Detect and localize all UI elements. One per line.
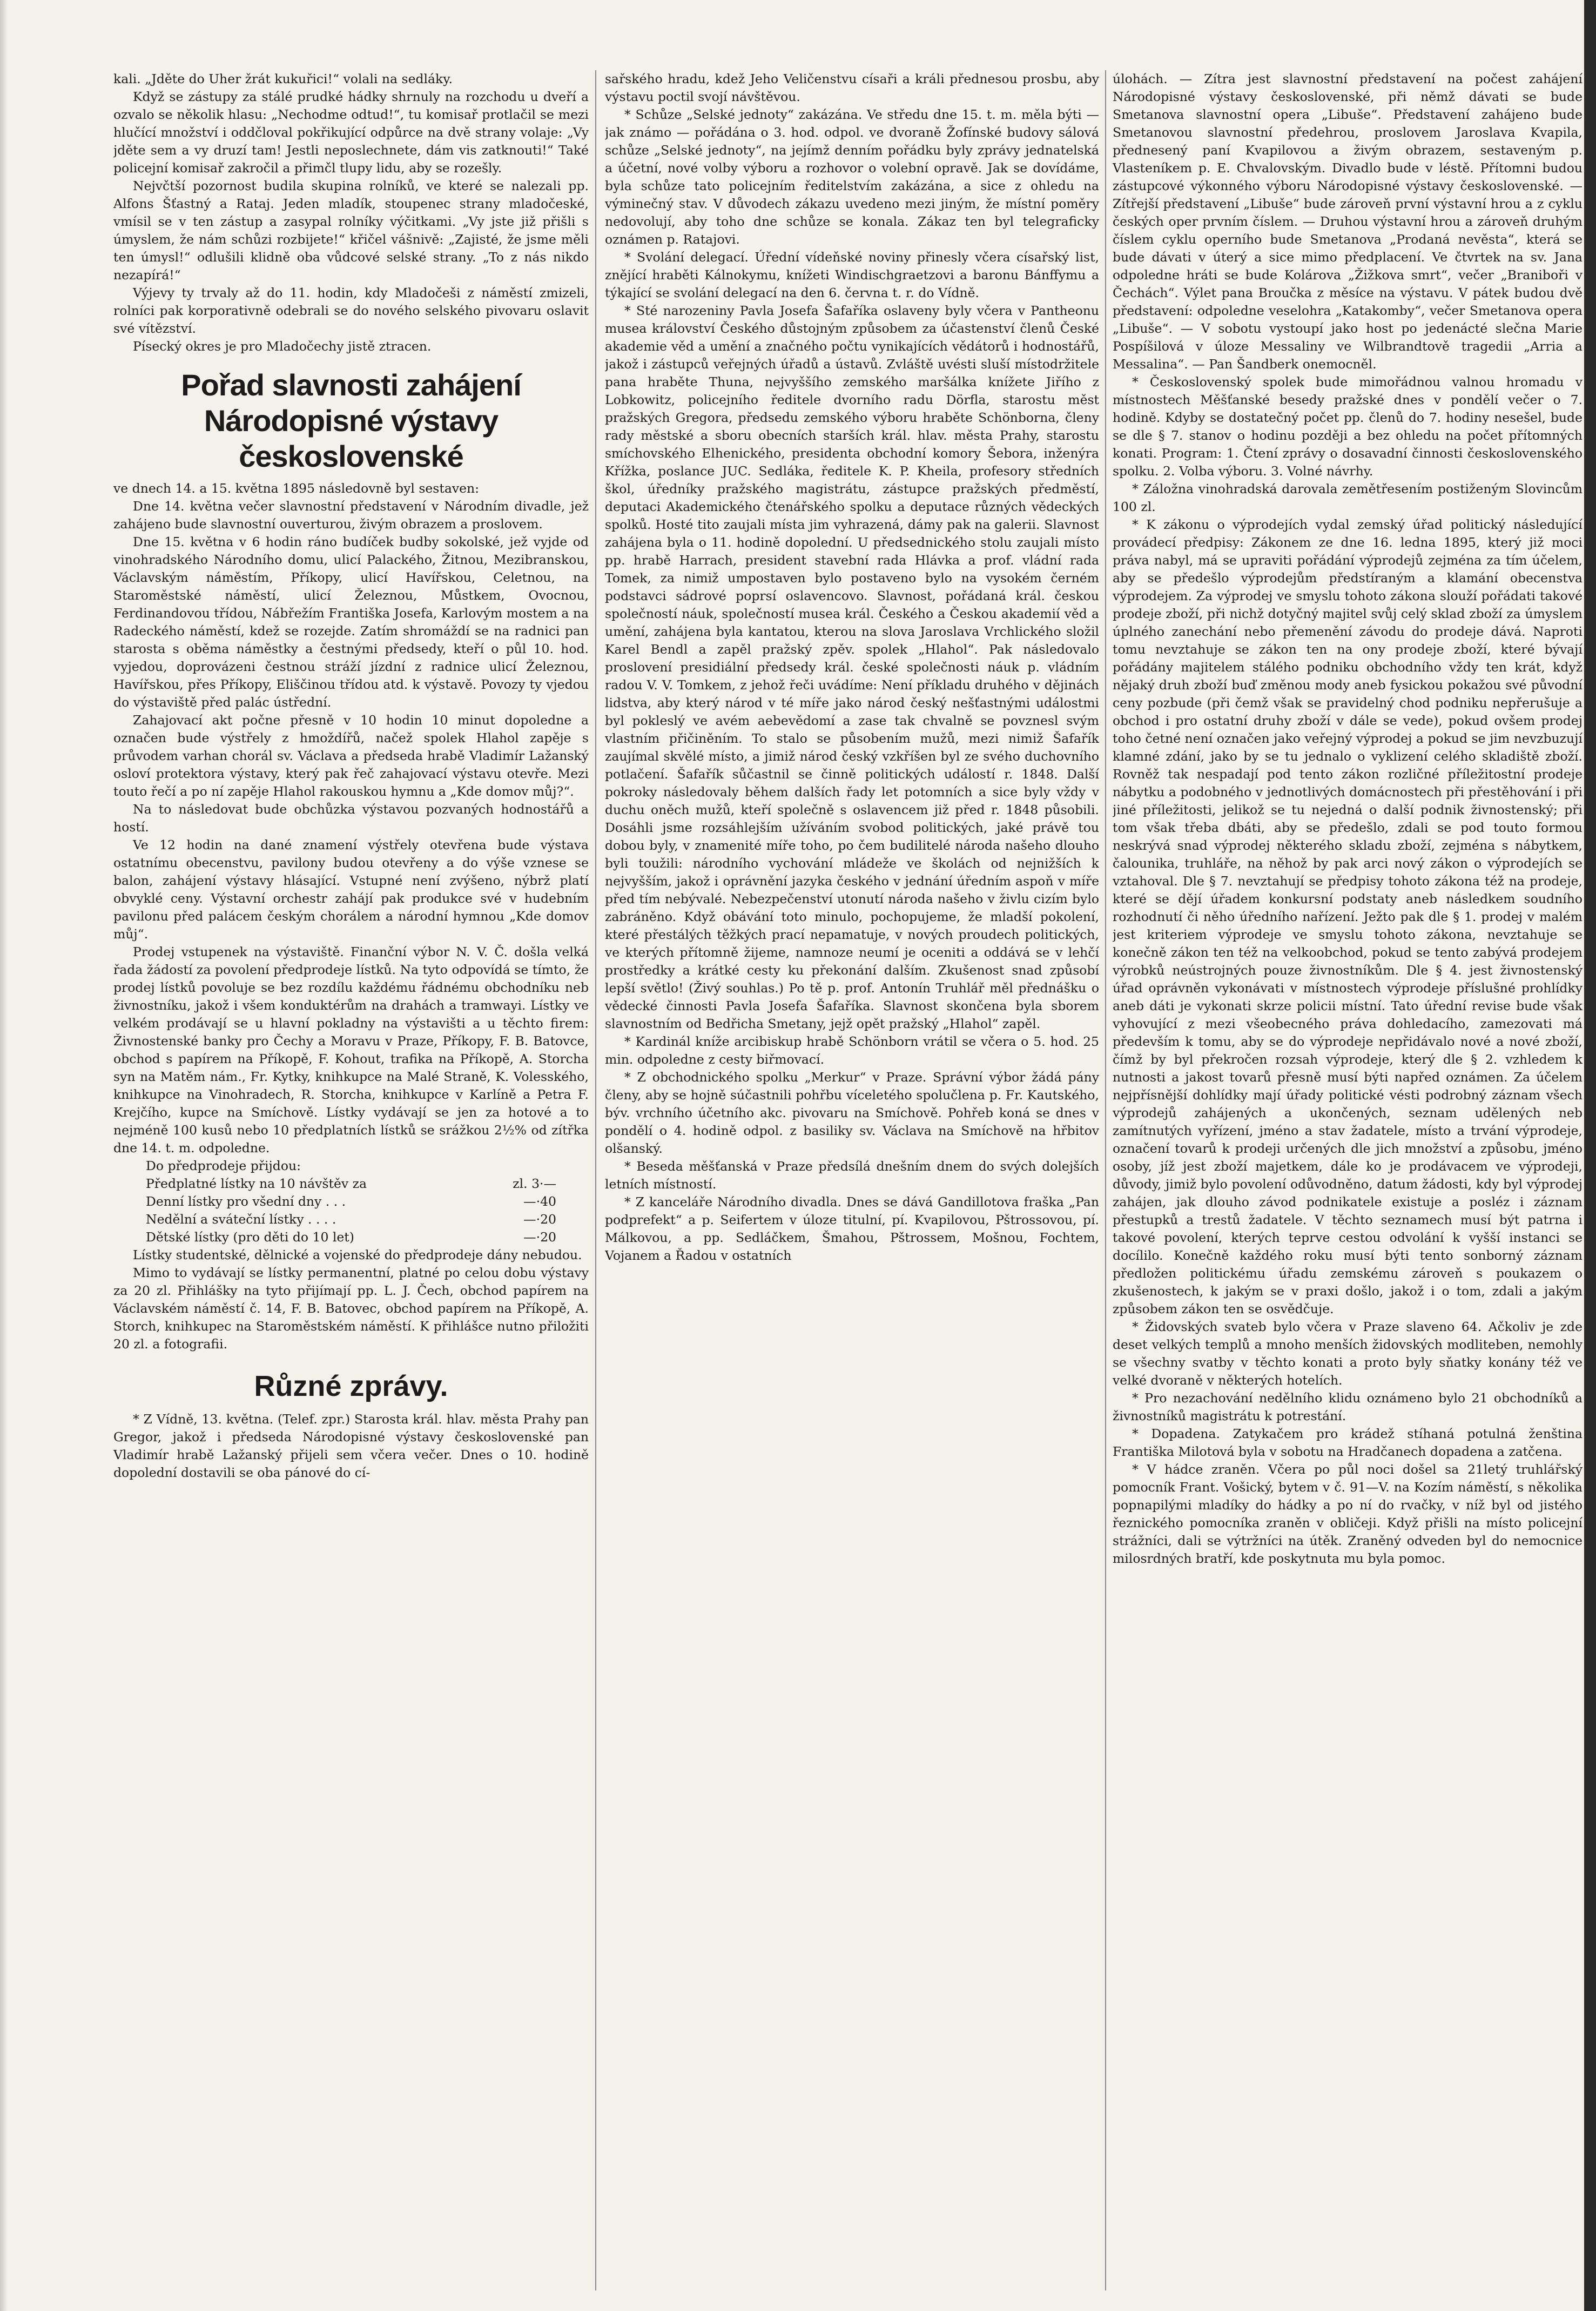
article-text: Zahajovací akt počne přesně v 10 hodin 10 minut dopoledne a označen bude výstřely z hmoždířů, načež spolek Hlahol zapěje s průvodem varhan chorál sv. Václava a předseda hrabě Vladimír Lažanský osloví protektora výstavy, který pak řeč zahajovací výstavu otevře. Mezi touto řečí a po ní zapěje Hlahol rakouskou hymnu a „Kde domov můj?“.	[113, 713, 589, 799]
price-row: Dětské lístky (pro děti do 10 let) —·20	[146, 1230, 556, 1245]
column-rule	[1105, 70, 1106, 2290]
column-rule	[595, 70, 596, 2290]
article-text: kali. „Jděte do Uher žrát kukuřici!“ volali na sedláky.	[113, 71, 453, 86]
article-text: Výjevy ty trvaly až do 11. hodin, kdy Mladočeši z náměstí zmizeli, rolníci pak korporativně odebrali se do nového selského pivovaru oslavit své vítězství.	[113, 285, 589, 336]
article-text: Na to následovat bude obchůzka výstavou pozvaných hodnostářů a hostí.	[113, 802, 589, 835]
page-gutter-shadow	[0, 0, 8, 2311]
article-text: * V hádce zraněn. Včera po půl noci došel sa 21letý truhlářský pomocník Frant. Vošický, bytem v č. 91—V. na Kozím náměstí, s několika popnapilými mladíky do hádky a po ní do rvačky, v níž byl od jistého řeznického pomocníka zraněn v obličeji. Když přišli na místo policejní strážníci, dali se výtržníci na útěk. Zraněný odveden byl do nemocnice milosrdných bratří, kde poskytnuta mu byla pomoc.	[1113, 1462, 1582, 1566]
newspaper-page	[103, 70, 1582, 2290]
article-text: Ve 12 hodin na dané znamení výstřely otevřena bude výstava ostatnímu obecenstvu, pavilony budou otevřeny a do výše vznese se balon, zahájení výstavy hlásající. Vstupné není zvýšeno, nýbrž platí obvyklé ceny. Výstavní orchestr zahájí pak produkce své v hudebním pavilonu před palácem českým chorálem a národní hymnou „Kde domov můj“.	[113, 837, 589, 942]
section-heading: Pořad slavnosti zahájení Národopisné výstavy československé	[181, 368, 521, 473]
article-text: * Záložna vinohradská darovala zemětřesením postiženým Slovincům 100 zl.	[1113, 481, 1582, 514]
article-text: Lístky studentské, dělnické a vojenské do předprodeje dány nebudou.	[133, 1247, 582, 1262]
article-text: * Z kanceláře Národního divadla. Dnes se dává Gandillotova fraška „Pan podprefekt“ a p. Seifertem v úloze titulní, pí. Kvapilovou, Pštrossovou, pí. Málkovou, a pp. Sedláčkem, Šmahou, Pštrossem, Mošnou, Fochtem, Vojanem a Řadou v ostatních	[605, 1194, 1099, 1263]
price-row: Nedělní a sváteční lístky . . . . —·20	[146, 1212, 556, 1227]
article-text: Písecký okres je pro Mladočechy jistě ztracen.	[133, 339, 432, 354]
column-2	[605, 70, 1099, 2290]
price-list	[113, 1157, 589, 1246]
price-row: Předplatné lístky na 10 návštěv za zl. 3·—	[146, 1176, 556, 1191]
article-text: * Pro nezachování nedělního klidu oznámeno bylo 21 obchodníků a živnostníků magistrátu k potrestání.	[1113, 1390, 1582, 1423]
article-text: * Beseda měšťanská v Praze předsílá dnešním dnem do svých dolejších letních místností.	[605, 1159, 1099, 1192]
article-text: Nejvčtší pozornost budila skupina rolníků, ve které se nalezali pp. Alfons Šťastný a Rataj. Jeden mladík, stoupenec strany mladočeské, vmísil se v ten zástup a zasypal rolníky výčitkami. „Vy jste již přišli s úmyslem, že nám schůzi rozbijete!“ křičel vášnivě: „Zajisté, že jsme měli ten úmysl!“ odlušili klidně oba vůdcové selské strany. „To z nás nikdo nezapírá!“	[113, 178, 589, 283]
article-text: Mimo to vydávají se lístky permanentní, platné po celou dobu výstavy za 20 zl. Přihlášky na tyto přijímají pp. L. J. Čech, obchod papírem na Václavském náměstí č. 14, F. B. Batovec, obchod papírem na Příkopě, A. Storch, knihkupec na Staroměstském náměstí. K přihlášce nutno přiložiti 20 zl. a fotografii.	[113, 1265, 589, 1352]
article-text: Dne 15. května v 6 hodin ráno budíček budby sokolské, jež vyjde od vinohradského Národního domu, ulicí Palackého, Žitnou, Mezibranskou, Václavským náměstím, Příkopy, ulicí Havířskou, Celetnou, na Staroměstské náměstí, ulicí Železnou, Můstkem, Ovocnou, Ferdinandovou třídou, Nábřežím Františka Josefa, Karlovým mostem a na Radeckého náměstí, kdež se rozejde. Zatím shromáždí se na radnici pan starosta s oběma náměstky a čestnými předsedy, kteří o půl 10. hod. vyjedou, doprovázeni čestnou stráží jízdní z radnice ulicí Železnou, Havířskou, přes Příkopy, Eliščinou třídou atd. k výstavě. Povozy ty vjedou do výstaviště před palác ústřední.	[113, 534, 589, 710]
price-list-title: Do předprodeje přijdou:	[146, 1158, 301, 1173]
article-text: Prodej vstupenek na výstaviště. Finanční výbor N. V. Č. došla velká řada žádostí za povolení předprodeje lístků. Na tyto odpovídá se tímto, že prodej lístků povoluje se bez rozdílu každému řádnému obchodníku neb živnostníku, jakož i všem konduktérům na drahách a tramwayi. Lístky ve velkém prodávají se u hlavní pokladny na výstavišti a u těchto firem: Živnostenské banky pro Čechy a Moravu v Praze, Příkopy, F. B. Batovce, obchod s papírem na Příkopě, F. Kohout, trafika na Příkopě, A. Storcha syn na Matěm nám., Fr. Kytky, knihkupce na Malé Straně, K. Volesského, knihkupce na Vinohradech, R. Storcha, knihkupce v Karlíně a Petra F. Krejčího, kupce na Smíchově. Lístky vydávají se jen za hotové a to nejméně 100 kusů nebo 10 předplatních lístků se srážkou 2½% od zítřka dne 14. t. m. odpoledne.	[113, 944, 589, 1156]
article-text: * Dopadena. Zatykačem pro krádež stíhaná potulná ženština Františka Milotová byla v sobotu na Hradčanech dopadena a zatčena.	[1113, 1426, 1582, 1459]
article-text: * Z Vídně, 13. května. (Telef. zpr.) Starosta král. hlav. města Prahy pan Gregor, jakož i předseda Národopisné výstavy československé pan Vladimír hrabě Lažanský přijeli sem včera večer. Dnes o 10. hodině dopolední dostavili se oba pánové do cí-	[113, 1412, 589, 1480]
article-text: * Sté narozeniny Pavla Josefa Šafaříka oslaveny byly včera v Pantheonu musea království Českého důstojným způsobem za účastenství členů České akademie věd a umění a značného počtu vynikajících vědátorů i hodnostářů, jakož i zástupců veřejných úřadů a ústavů. Zvláště uvésti sluší místodržitele pana hraběte Thuna, nejvyššího zemského maršálka knížete Jiřího z Lobkowitz, policejního ředitele dvorního radu Dörfla, starostu měst pražských Gregora, předsedu zemského výboru hraběte Schönborna, členy rady městské a sboru obecních starších král. hlav. města Prahy, starostu smíchovského Elhenického, presidenta obchodní komory Šebora, inženýra Křížka, poslance JUC. Sedláka, ředitele K. P. Kheila, profesory středních škol, úředníky pražského magistrátu, zástupce pražských předměstí, deputaci Akademického čtenářského spolku a deputace různých vědeckých spolků. Hosté tito zaujali místa jim vyhrazená, dámy pak na galerii. Slavnost zahájena byla o 11. hodině dopolední. U předsednického stolu zaujali místo pp. hrabě Harrach, president stavební rada Hlávka a prof. vládní rada Tomek, za nimiž umpostaven bylo postaveno bylo na vysokém černém podstavci sádrové poprsí oslavencovo. Slavnost, pořádaná král. českou společností náuk, společností musea král. Českého a Českou akademií věd a umění, zahájena byla kantatou, kterou na slova Jaroslava Vrchlického složil Karel Bendl a zapěl pražský zpěv. spolek „Hlahol“. Pak následovalo proslovení presidiální předsedy král. české společnosti náuk p. vládním radou V. V. Tomkem, z jehož řeči uvádíme: Není příkladu druhého v dějinách lidstva, aby který národ v té míře jako národ český nešťastnými událostmi byl pokleslý ve avém aebevědomí a zase tak chvalně se povznesl svým vlastním přičiněním. To stalo se působením mužů, mezi nimiž Šafařík zaujímal skvělé místo, a jimiž národ český vzkříšen byl ze svého duchovního potlačení. Šafařík sůčastnil se činně politických událostí r. 1848. Další pokroky následovaly během dalších řady let potomních a sice byly vždy v duchu oněch mužů, kteří společně s oslavencem již před r. 1848 působili. Dosáhli jsme rozsáhlejším užíváním svobod politických, jaké právě tou dobou byly, v znamenité míře toho, po čem budilitelé národa našeho dlouho byli toužili: národního vychování mládeže ve školách od nejnižších k nejvyšším, jakož i oprávnění jazyka českého v jednání úředním aspoň v míře před tím nebývalé. Nebezpečenství utonutí národa našeho v živlu cizím bylo zabráněno. Když obávání toto minulo, pochopujeme, že mladší pokolení, které přestálých těžkých prací nepamatuje, v nových proudech politických, ve kterých přítomně žijeme, namnoze neumí je oceniti a oddává se v lehčí prostředky a krátké cesty ku překonání dalším. Zkušenost snad způsobí lepší světlo! (Živý souhlas.) Po tě p. prof. Antonín Truhlář měl přednášku o vědecké činnosti Pavla Josefa Šafaříka. Slavnost skončena byla sborem slavnostním od Bedřicha Smetany, jejž opět pražský „Hlahol“ zapěl.	[605, 303, 1099, 1031]
column-1	[113, 70, 589, 2290]
article-text: Když se zástupy za stálé prudké hádky shrnuly na rozchodu u dveří a ozvalo se několik hlasu: „Nechodme odtud!“, tu komisař protlačil se mezi hlučící množství i oddčloval pokřikující odpůrce na dvě strany volaje: „Vy jděte sem a vy druzí tam! Jestli neposlechnete, dám vis zatknouti!“ Také policejní komisař zakročil a přimčl tlupy lidu, aby se rozešly.	[113, 89, 589, 176]
facing-page-edge	[1584, 0, 1596, 2311]
article-text: * Z obchodnického spolku „Merkur“ v Praze. Správní výbor žádá pány členy, aby se hojně súčastnili pohřbu víceletého spolučlena p. Fr. Kautského, býv. vrchního účetního akc. pivovaru na Smíchově. Pohřeb koná se dnes v pondělí o 4. hodině odpol. z basiliky sv. Václava na Smíchově na hřbitov olšanský.	[605, 1070, 1099, 1156]
article-text: * Židovských svateb bylo včera v Praze slaveno 64. Ačkoliv je zde deset velkých templů a mnoho menších židovských modliteben, nemohly se všechny svatby v těchto konati a proto byly sňatky konány též ve velké dvoraně v některých hotelích.	[1113, 1319, 1582, 1388]
article-text: * Schůze „Selské jednoty“ zakázána. Ve středu dne 15. t. m. měla býti — jak známo — pořádána o 3. hod. odpol. ve dvoraně Žofínské budovy sálová schůze „Selské jednoty“, na jejímž denním pořádku byly zprávy jednatelská a účetní, nové volby výboru a rozhovor o volební opravě. Jak se dovídáme, byla schůze tato policejním ředitelstvím zakázána, a sice z ohledu na výminečný stav. V důvodech zákazu uvedeno mezi jiným, že místní poměry nedovolují, aby toho dne schůze se konala. Zákaz ten byl telegraficky oznámen p. Ratajovi.	[605, 107, 1099, 247]
article-text: úlohách. — Zítra jest slavnostní představení na počest zahájení Národopisné výstavy československé, při němž dávati se bude Smetanova slavnostní opera „Libuše“. Představení zahájeno bude Smetanovou slavnostní předehrou, proslovem Jaroslava Kvapila, přednesený paní Kvapilovou a živým obrazem, sestaveným p. Vlasteníkem p. E. Chvalovským. Divadlo bude v léstě. Přítomni budou zástupcové výkonného výboru Národopisné výstavy československé. — Zítřejší představení „Libuše“ bude zároveň první výstavní hrou a z cyklu českých oper prvním číslem. — Druhou výstavní hrou a zároveň druhým číslem cyklu operního bude Smetanova „Prodaná nevěsta“, která se bude dávati v úterý a sice mimo předplacení. Ve čtvrtek na sv. Jana odpoledne hráti se bude Kolárova „Žižkova smrt“, večer „Braniboři v Čechách“. Výlet pana Broučka z měsíce na výstavu. V pátek budou dvě představení: odpoledne veselohra „Katakomby“, večer Smetanova opera „Libuše“. — V sobotu vystoupí jako host po jedenácté slečna Marie Pospíšilová v úloze Messaliny ve Wilbrandtově tragedii „Arria a Messalina“. — Pan Šandberk onemocněl.	[1113, 71, 1582, 372]
article-text: * Svolání delegací. Úřední vídeňské noviny přinesly včera císařský list, znějící hraběti Kálnokymu, knížeti Windischgraetzovi a baronu Bánffymu a týkající se svolání delegací na den 6. června t. r. do Vídně.	[605, 250, 1099, 300]
article-text: * Československý spolek bude mimořádnou valnou hromadu v místnostech Měšťanské besedy pražské dnes v pondělí večer o 7. hodině. Kdyby se dostatečný počet pp. členů do 7. hodiny nesešel, bude se dle § 7. stanov o hodinu později a bez ohledu na počet přítomných konati. Program: 1. Čtení zprávy o dosavadní činnosti československého spolku. 2. Volba výboru. 3. Volné návrhy.	[1113, 374, 1582, 479]
article-text: sařského hradu, kdež Jeho Veličenstvu císaři a králi přednesou prosbu, aby výstavu poctil svojí návštěvou.	[605, 71, 1099, 104]
article-text: * Kardinál kníže arcibiskup hrabě Schönborn vrátil se včera o 5. hod. 25 min. odpoledne z cesty biřmovací.	[605, 1034, 1099, 1067]
article-text: ve dnech 14. a 15. května 1895 následovně byl sestaven:	[113, 481, 480, 496]
article-text: * K zákonu o výprodejích vydal zemský úřad politický následující provádecí předpisy: Zákonem ze dne 16. ledna 1895, který již moci práva nabyl, má se upraviti pořádání výprodejů zejména za tím účelem, aby se předešlo výprodejům předstíraným a klamání obecenstva výprodejem. Za výprodej ve smyslu tohoto zákona slouží pořádati takové prodeje zboží, při nichž dotyčný majitel svůj celý sklad zboží za úmyslem úplného zanechání nebo přemenění závodu do prodeje dává. Naproti tomu nevztahuje se zákon ten na ony prodeje zboží, které bývají pořádány majitelem stálého podniku obchodního vždy ten krát, když nějaký druh zboží buď změnou mody aneb fysickou pokažou své původní ceny pozbude (při čemž však se pravidelný chod podniku nepřerušuje a obchod i pro ostatní druhy zboží v dále se vede), pokud ovšem prodej toho četné není označen jako veřejný výprodej a pokud se jim nevzbuzují klamné zdání, jako by se tu jednalo o vyklizení celého skladiště zboží. Rovněž tak nespadají pod tento zákon rozličné příležitostní prodeje nábytku a podobného v jednotlivých domácnostech při přestěhování i při jiné příležitosti, jelikož se tu nejedná o další podnik živnostenský; při tom však třeba dbáti, aby se předešlo, zdali se pod touto formou neskrývá snad výprodej některého skladu zboží, zejména s nábytkem, čalounika, truhláře, na něhož by pak arci nový zákon o výprodejích se vztahoval. Dle § 7. nevztahují se předpisy tohoto zákona též na prodeje, které se dějí úřadem konkursní podstaty aneb následkem soudního rozhodnutí či něho úředního nařízení. Ježto pak dle § 1. prodej v malém jest kriteriem výprodeje ve smyslu tohoto zákona, nevztahuje se konečně zákon ten též na velkoobchod, pokud se tento zabývá prodejem výrobků neústrojných pouze živnostníkům. Dle § 4. jest živnostenský úřad oprávněn vykonávati v místnostech výprodeje příslušné prohlídky aneb dáti je vykonati skrze policii místní. Tato úřední revise bude však vyhovující z mezi všeobecného práva dohledacího, zamezovati má především k tomu, aby se do výprodeje nepřidávalo nové a nové zboží, čímž by byl překročen rozsah výprodeje, který dle § 2. vzhledem k nutnosti a jakost tovarů přesně musí býti napřed oznámen. Za účelem nejpřísnější dohlídky mají úřady politické vésti podrobný záznam všech výprodejů zahájených a ukončených, seznam udělených neb zamítnutých vyřízení, jméno a stav žadatele, místo a trvání výprodeje, označení tovarů k prodeji určených dle jich množství a způsobu, jméno osoby, jíž jest zboží majetkem, dále ko je prodávacem ve výprodeji, důvody, jimiž bylo povolení odůvodněno, datum žádosti, kdy byl výprodej zahájen, jak dlouho závod podnikatele existuje a posléz i záznam přestupků a trestů žadatele. V těchto seznamech musí být patrna i takové povolení, kterých teprve cestou odvolání k vyšší instanci se docílilo. Konečně každého roku musí býti tento sonborný záznam předložen politickému úřadu zemskému zároveň s poukazem o zkušenostech, k jakým se v praxi došlo, jakož i o tom, zdali a jakým způsobem zákon ten se osvědčuje.	[1113, 517, 1582, 1316]
section-heading: Různé zprávy.	[254, 1370, 448, 1402]
column-3	[1113, 70, 1582, 2290]
price-row: Denní lístky pro všední dny . . . —·40	[146, 1194, 556, 1209]
article-text: Dne 14. května večer slavnostní představení v Národním divadle, jež zahájeno bude slavnostní ouverturou, živým obrazem a proslovem.	[113, 499, 589, 532]
